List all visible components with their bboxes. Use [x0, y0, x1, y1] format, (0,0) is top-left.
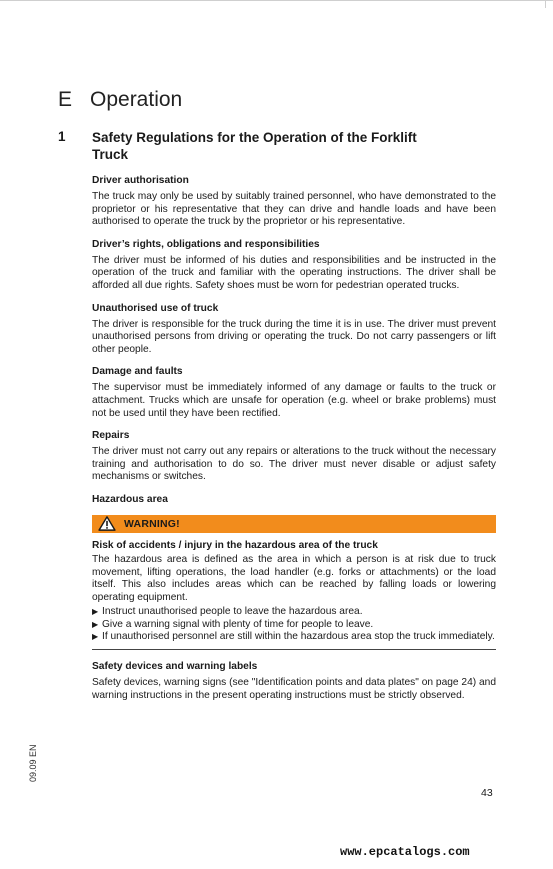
- risk-heading: Risk of accidents / injury in the hazardous area of the truck: [92, 539, 378, 551]
- section-damage-faults: [92, 365, 496, 420]
- page-content: [92, 174, 496, 702]
- paragraph: The supervisor must be immediately informed of any damage or faults to the truck or attachment. Trucks which are unsafe for operation (e.g. wheel or brake problems) must not be used until they have been rectified.: [92, 382, 496, 419]
- website-watermark[interactable]: www.epcatalogs.com: [340, 845, 470, 859]
- arrow-bullet-icon: ▶: [92, 607, 99, 617]
- page-number: 43: [481, 787, 493, 799]
- arrow-bullet-icon: ▶: [92, 632, 99, 642]
- subheading: Unauthorised use of truck: [92, 302, 219, 314]
- chapter-heading: [58, 88, 182, 112]
- subheading: Hazardous area: [92, 493, 168, 505]
- paragraph: The driver is responsible for the truck during the time it is in use. The driver must prevent unauthorised persons from driving or operating the truck. Do not carry passengers or lift other people.: [92, 318, 496, 355]
- document-code: 09.09 EN: [28, 744, 38, 782]
- list-item: ▶ If unauthorised personnel are still within the hazardous area stop the truck immediately.: [92, 631, 495, 643]
- section-safety-devices: [92, 660, 496, 702]
- list-item: ▶ Give a warning signal with plenty of time for people to leave.: [92, 618, 374, 630]
- section-number: 1: [58, 129, 66, 144]
- subheading: Driver authorisation: [92, 175, 189, 186]
- section-title: Safety Regulations for the Operation of the Forklift Truck: [92, 130, 417, 162]
- section-driver-authorisation: [92, 174, 496, 229]
- section-repairs: [92, 429, 496, 484]
- subheading: Driver’s rights, obligations and responsibilities: [92, 238, 320, 250]
- chapter-letter: E: [58, 88, 73, 111]
- section-driver-rights: [92, 238, 496, 293]
- paragraph: Safety devices, warning signs (see "Identification points and data plates" on page 24) and warning instructions in the present operating instructions must be strictly observed.: [92, 677, 496, 701]
- risk-paragraph: The hazardous area is defined as the area in which a person is at risk due to truck movement, lifting operations, the load handler (e.g. forks or attachments) or the load itself. This also includes areas which can be reached by falling loads or lowering operating equipment.: [92, 553, 496, 603]
- section-hazardous-area: [92, 493, 496, 650]
- section-divider: [92, 649, 496, 650]
- list-item: ▶ Instruct unauthorised people to leave the hazardous area.: [92, 606, 363, 618]
- instruction-list: [92, 606, 496, 644]
- arrow-bullet-icon: ▶: [92, 619, 99, 629]
- subheading: Repairs: [92, 430, 130, 442]
- subheading: Damage and faults: [92, 366, 183, 378]
- warning-label: WARNING!: [124, 517, 180, 530]
- paragraph: The driver must be informed of his duties and responsibilities and be instructed in the operation of the truck and familiar with the operating instructions. The driver shall be afforded all due rights. Safety shoes must be worn for pedestrian operated trucks.: [92, 254, 496, 291]
- subheading: Safety devices and warning labels: [92, 661, 258, 673]
- paragraph: The truck may only be used by suitably trained personnel, who have demonstrated to the proprietor or his representative that they can drive and handle loads and have been authorised to operate the truck by the proprietor or his representative.: [92, 191, 496, 228]
- top-border-tick: [545, 0, 546, 8]
- warning-banner: [92, 515, 496, 533]
- top-border-line: [0, 0, 553, 1]
- chapter-title: Operation: [90, 88, 183, 111]
- warning-triangle-icon: [98, 516, 116, 531]
- section-unauthorised-use: [92, 302, 496, 357]
- paragraph: The driver must not carry out any repairs or alterations to the truck without the necessary training and authorisation to do so. The driver must never disable or adjust safety mechanisms or switches.: [92, 446, 496, 483]
